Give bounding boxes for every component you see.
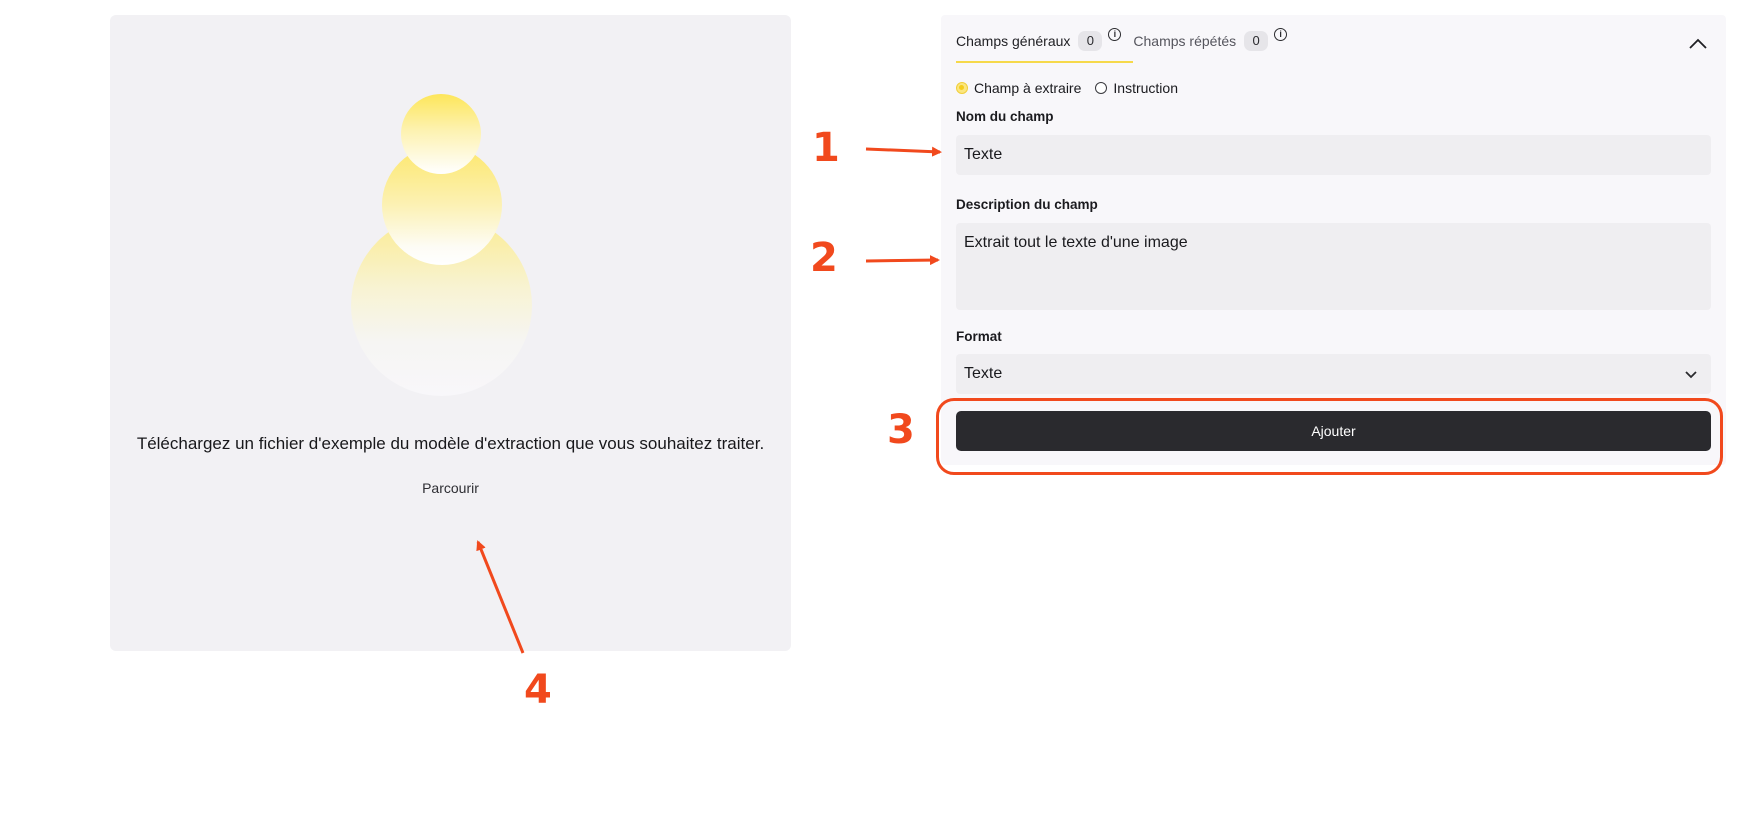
chevron-up-icon[interactable]	[1688, 37, 1708, 51]
count-badge: 0	[1078, 31, 1102, 51]
annotation-label-1: 1	[812, 125, 840, 171]
count-badge: 0	[1244, 31, 1268, 51]
upload-dropzone[interactable]	[110, 15, 791, 651]
annotation-arrow-2	[866, 260, 938, 261]
radio-label: Instruction	[1113, 80, 1178, 96]
info-icon[interactable]: i	[1108, 28, 1121, 41]
radio-unselected-icon	[1095, 82, 1107, 94]
radio-field-to-extract[interactable]	[956, 80, 1081, 96]
tab-label: Champs répétés	[1133, 33, 1237, 49]
annotation-highlight-box	[936, 398, 1723, 475]
browse-button[interactable]: Parcourir	[422, 480, 479, 496]
field-name-input[interactable]	[956, 135, 1711, 175]
tab-general-fields[interactable]	[956, 23, 1121, 59]
field-description-label: Description du champ	[956, 197, 1098, 212]
annotation-arrow-1	[866, 149, 940, 152]
radio-instruction[interactable]	[1095, 80, 1178, 96]
format-label: Format	[956, 329, 1002, 344]
radio-selected-icon	[956, 82, 968, 94]
annotation-label-3: 3	[887, 407, 915, 453]
format-select[interactable]	[956, 354, 1711, 394]
info-icon[interactable]: i	[1274, 28, 1287, 41]
field-description-textarea[interactable]	[956, 223, 1711, 310]
format-selected-value: Texte	[964, 365, 1003, 382]
tab-repeated-fields[interactable]	[1133, 23, 1287, 59]
upload-instruction: Téléchargez un fichier d'exemple du modèle d'extraction que vous souhaitez traiter.	[136, 434, 765, 453]
field-type-radio-group	[956, 80, 1192, 96]
chevron-down-icon	[1684, 369, 1698, 379]
field-name-label: Nom du champ	[956, 109, 1054, 124]
annotation-label-2: 2	[810, 235, 838, 281]
annotation-label-4: 4	[524, 667, 552, 713]
tab-label: Champs généraux	[956, 33, 1071, 49]
radio-label: Champ à extraire	[974, 80, 1082, 96]
field-tabs	[956, 23, 1287, 65]
add-field-button[interactable]: Ajouter	[956, 411, 1711, 451]
illustration-orb-small	[401, 94, 481, 174]
upload-illustration	[110, 15, 791, 435]
